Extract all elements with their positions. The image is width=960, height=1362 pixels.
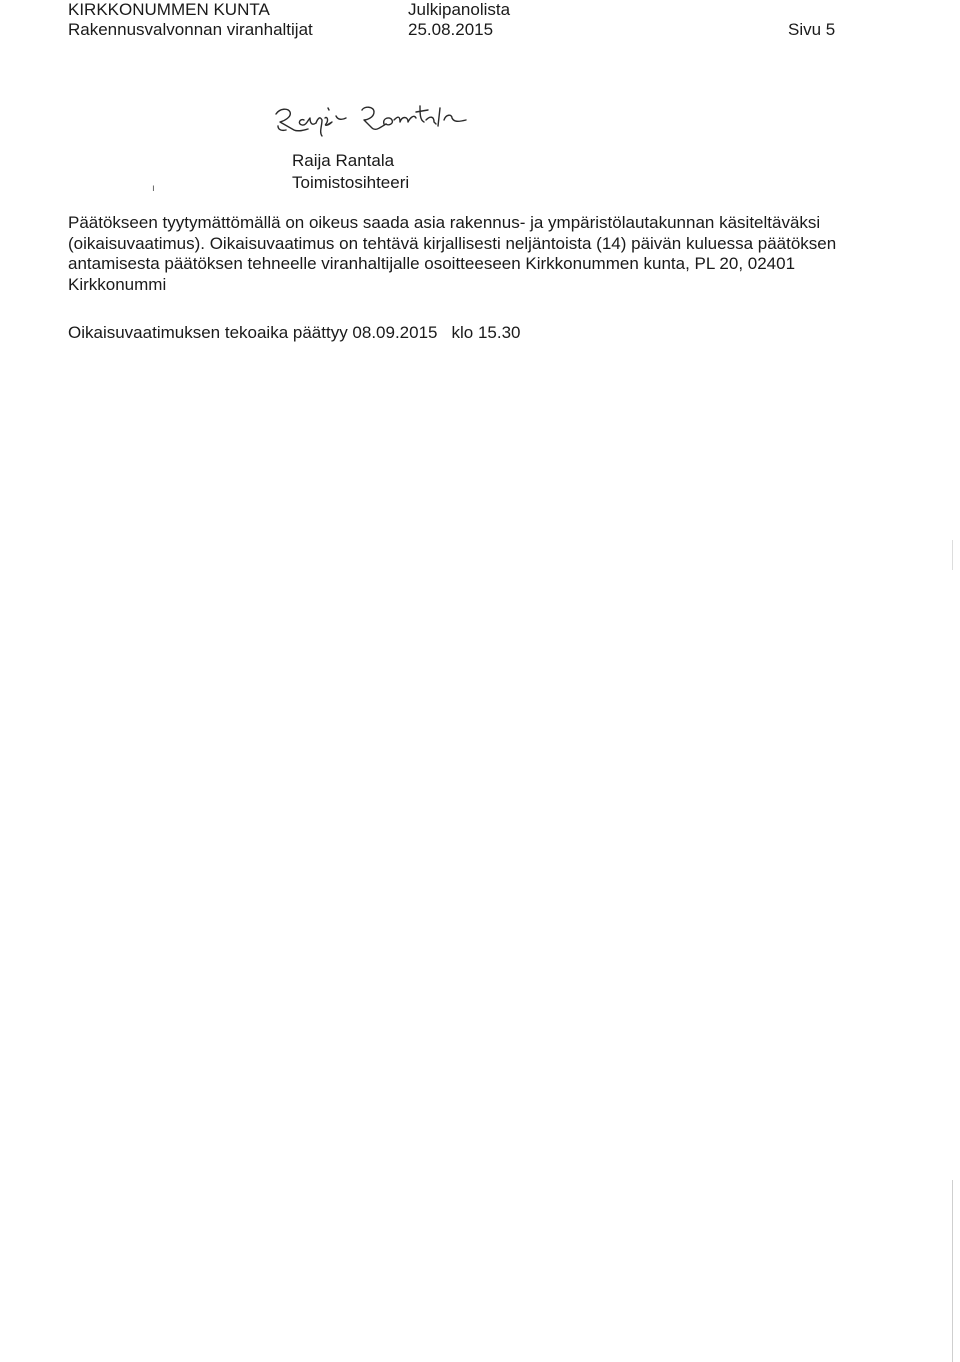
signatory-block [292, 150, 409, 194]
deadline-time: klo 15.30 [451, 323, 521, 342]
header-dept: Rakennusvalvonnan viranhaltijat [68, 20, 313, 39]
appeal-deadline [68, 323, 521, 343]
signatory-title: Toimistosihteeri [292, 173, 410, 192]
header-doc-type: Julkipanolista [408, 0, 511, 19]
deadline-label: Oikaisuvaatimuksen tekoaika päättyy 08.09.2015 [68, 323, 438, 342]
header-page-number: Sivu 5 [788, 20, 836, 39]
appeal-instructions: Päätökseen tyytymättömällä on oikeus saada asia rakennus- ja ympäristölautakunnan käsiteltäväksi (oikaisuvaatimus). Oikaisuvaatimus on tehtävä kirjallisesti neljäntoista (14) päivän kuluessa päätöksen antamisesta päätöksen tehneelle viranhaltijalle osoitteeseen Kirkkonummen kunta, PL 20, 02401 Kirkkonummi [68, 213, 837, 294]
header-org: KIRKKONUMMEN KUNTA [68, 0, 270, 19]
scan-edge-line [952, 1180, 953, 1362]
header-date: 25.08.2015 [408, 20, 494, 39]
scan-edge-mark [952, 540, 953, 570]
handwritten-signature [270, 96, 530, 146]
signatory-name: Raija Rantala [292, 151, 395, 170]
scan-artifact: ı [152, 183, 155, 194]
